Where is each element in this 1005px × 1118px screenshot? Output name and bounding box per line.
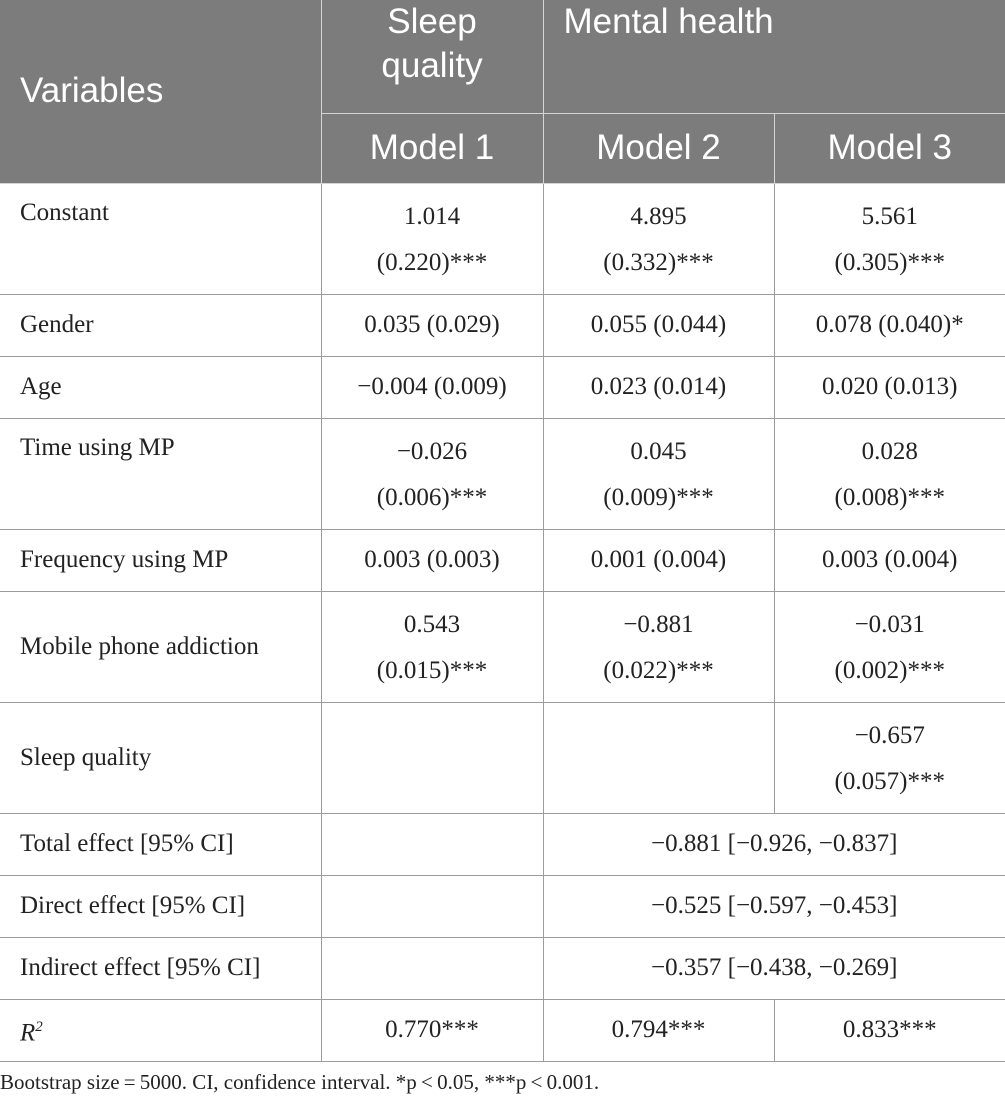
effect-label: Total effect [95% CI] <box>0 813 321 875</box>
effect-row <box>0 875 1005 937</box>
row-label: Constant <box>0 183 321 294</box>
cell-model-2-line-2: (0.009)*** <box>603 483 714 511</box>
cell-model-3 <box>774 591 1005 702</box>
r-squared-model-1: 0.770*** <box>321 999 543 1061</box>
cell-model-2 <box>543 702 774 813</box>
row-label: Frequency using MP <box>0 529 321 591</box>
r-squared-row <box>0 999 1005 1061</box>
effect-row <box>0 937 1005 999</box>
effect-label: Direct effect [95% CI] <box>0 875 321 937</box>
row-label: Sleep quality <box>0 702 321 813</box>
header-sleep-quality-line2: quality <box>381 46 483 85</box>
empty-cell <box>321 875 543 937</box>
cell-model-1-line-1: 1.014 <box>403 202 461 230</box>
effect-value: −0.881 [−0.926, −0.837] <box>543 813 1005 875</box>
cell-model-1: 0.003 (0.003) <box>321 529 543 591</box>
cell-model-2: 0.023 (0.014) <box>543 356 774 418</box>
empty-cell <box>321 813 543 875</box>
cell-model-2 <box>543 418 774 529</box>
cell-model-3 <box>774 702 1005 813</box>
table-row <box>0 356 1005 418</box>
header-variables: Variables <box>0 0 321 183</box>
cell-model-1 <box>321 702 543 813</box>
row-label: Time using MP <box>0 418 321 529</box>
row-label: Mobile phone addiction <box>0 591 321 702</box>
cell-model-3-line-2: (0.008)*** <box>834 483 945 511</box>
cell-model-1: −0.004 (0.009) <box>321 356 543 418</box>
header-sleep-quality-line1: Sleep <box>387 2 477 41</box>
table-body <box>0 183 1005 1061</box>
cell-model-1: 0.035 (0.029) <box>321 294 543 356</box>
cell-model-3-line-2: (0.057)*** <box>834 767 945 795</box>
cell-model-3 <box>774 183 1005 294</box>
cell-model-1 <box>321 418 543 529</box>
cell-model-2-line-2: (0.022)*** <box>603 656 714 684</box>
cell-model-1-line-2: (0.015)*** <box>376 656 488 684</box>
table-row <box>0 529 1005 591</box>
r-squared-superscript: 2 <box>35 1018 43 1035</box>
row-label: Gender <box>0 294 321 356</box>
cell-model-2-line-1: 4.895 <box>630 202 687 230</box>
effect-value: −0.357 [−0.438, −0.269] <box>543 937 1005 999</box>
cell-model-3-line-1: −0.031 <box>854 610 925 638</box>
cell-model-2-line-1: 0.045 <box>630 437 687 465</box>
cell-model-2 <box>543 183 774 294</box>
cell-model-2 <box>543 591 774 702</box>
table-row <box>0 294 1005 356</box>
header-sleep-quality <box>321 0 543 113</box>
effect-value: −0.525 [−0.597, −0.453] <box>543 875 1005 937</box>
table-row <box>0 418 1005 529</box>
cell-model-3-line-2: (0.002)*** <box>834 656 945 684</box>
effect-label: Indirect effect [95% CI] <box>0 937 321 999</box>
cell-model-1 <box>321 183 543 294</box>
cell-model-1 <box>321 591 543 702</box>
effect-row <box>0 813 1005 875</box>
cell-model-3-line-1: 5.561 <box>861 202 918 230</box>
cell-model-3-line-1: −0.657 <box>854 721 925 749</box>
cell-model-2: 0.055 (0.044) <box>543 294 774 356</box>
empty-cell <box>321 937 543 999</box>
cell-model-1-line-1: 0.543 <box>403 610 461 638</box>
table-row <box>0 591 1005 702</box>
row-label: Age <box>0 356 321 418</box>
cell-model-2-line-1: −0.881 <box>623 610 694 638</box>
cell-model-3: 0.020 (0.013) <box>774 356 1005 418</box>
header-model-3: Model 3 <box>774 113 1005 183</box>
cell-model-1-line-1: −0.026 <box>396 437 468 465</box>
header-mental-health: Mental health <box>543 0 1005 113</box>
cell-model-2: 0.001 (0.004) <box>543 529 774 591</box>
cell-model-3-line-1: 0.028 <box>861 437 918 465</box>
r-squared-symbol: R <box>20 1019 36 1047</box>
table-footnote: Bootstrap size = 5000. CI, confidence interval. *p < 0.05, ***p < 0.001. <box>0 1070 600 1094</box>
r-squared-model-3: 0.833*** <box>774 999 1005 1061</box>
cell-model-3: 0.003 (0.004) <box>774 529 1005 591</box>
cell-model-3-line-2: (0.305)*** <box>834 248 945 276</box>
cell-model-3 <box>774 418 1005 529</box>
header-model-1: Model 1 <box>321 113 543 183</box>
header-model-2: Model 2 <box>543 113 774 183</box>
cell-model-3: 0.078 (0.040)* <box>774 294 1005 356</box>
cell-model-1-line-2: (0.006)*** <box>376 483 488 511</box>
r-squared-label <box>0 999 321 1061</box>
header-row-1 <box>0 0 1005 113</box>
cell-model-2-line-2: (0.332)*** <box>603 248 714 276</box>
table-row <box>0 702 1005 813</box>
cell-model-1-line-2: (0.220)*** <box>376 248 488 276</box>
r-squared-model-2: 0.794*** <box>543 999 774 1061</box>
table-row <box>0 183 1005 294</box>
